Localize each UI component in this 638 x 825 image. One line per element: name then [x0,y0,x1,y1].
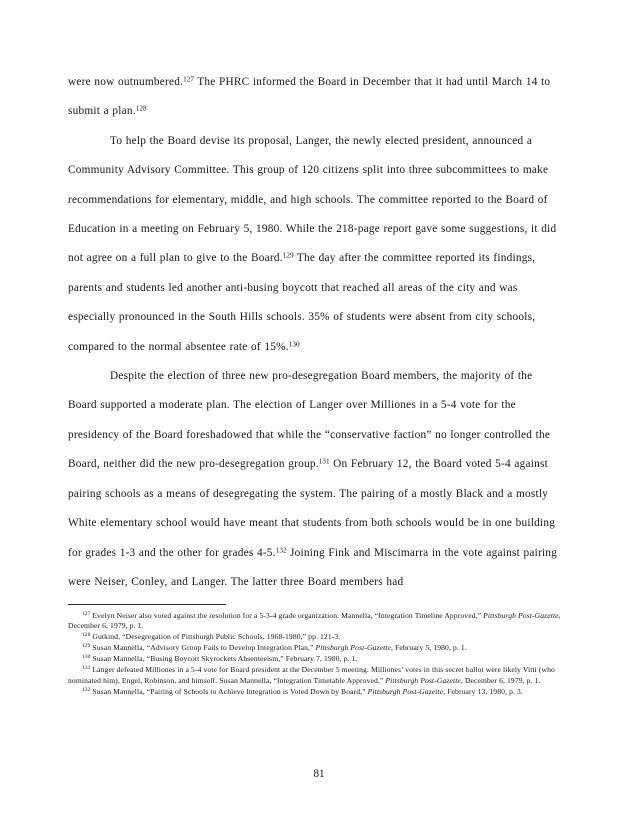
footnote-reference-marker: 127 [183,75,194,84]
footnote-number: 132 [82,686,91,693]
footnote-number: 127 [82,610,91,617]
footnote-number: 128 [82,632,91,639]
italic-title: Pittsburgh Post-Gazette [367,686,444,696]
body-paragraph-list [68,68,560,597]
footnote-number: 129 [82,643,91,650]
footnote-131: $^{131}$ Langer defeated Milliones in a 5-4 vote for Board president at the December 5 meeting. Milliones’ votes in this secret ballot were likely Vitti (who nominated him), Engel, Robinson, and himself. Susan Mannella, “Integration Timetable Approved,” Pittsburgh Post-Gazette, December 6, 1979, p. 1. [68,665,555,685]
footnote-list [68,611,568,697]
footnote-127: $^{127}$ Evelyn Neiser also voted against the resolution for a 5-3-4 grade organization. Mannella, “Integration Timeline Approved,” Pittsburgh Post-Gazette, December 6, 1979, p. 1. [68,610,561,631]
footnote-area [68,604,568,698]
footnote-132: $^{132}$ Susan Mannella, “Pairing of Schools to Achieve Integration is Voted Down by Board,” Pittsburgh Post-Gazette, February 13, 1980, p. 3. [82,686,523,696]
page-number: 81 [313,768,325,780]
italic-title: Pittsburgh Post-Gazette [315,643,392,653]
italic-title: Pittsburgh Post-Gazette [483,611,559,620]
footnote-128: $^{128}$ Gutkind, “Desegregation of Pittsburgh Public Schools, 1968-1980,” pp. 121-3. [82,632,341,642]
para-moderate-plan: Despite the election of three new pro-desegregation Board members, the majority of the Board supported a moderate plan. The election of Langer over Milliones in a 5-4 vote for the presidency of the Board foreshadowed that while the “conservative faction” no longer controlled the Board, neither did the new pro-desegregation group.$^{131}$ On February 12, the Board voted 5-4 against pairing schools as a means of desegregating the system. The pairing of a mostly Black and a mostly White elementary school would have meant that students from both schools would be in one building for grades 1-3 and the other for grades 4-5.$^{132}$ Joining Fink and Miscimarra in the vote against pairing were Neiser, Conley, and Langer. The latter three Board members had [68,370,558,588]
footnote-reference-marker: 130 [288,339,300,348]
para-advisory-committee: To help the Board devise its proposal, Langer, the newly elected president, announced a Community Advisory Committee. This group of 120 citizens split into three subcommittees to make recommendations for elementary, middle, and high schools. The committee reported to the Board of Education in a meeting on February 5, 1980. While the 218-page report gave some suggestions, it did not agree on a full plan to give to the Board.$^{129}$ The day after the committee reported its findings, parents and students led another anti-busing boycott that reached all areas of the city and was especially pronounced in the South Hills schools. 35% of students were absent from city schools, compared to the normal absentee rate of 15%.$^{130}$ [68,134,557,353]
para-continued: were now outnumbered.$^{127}$ The PHRC informed the Board in December that it had until March 14 to submit a plan.$^{128}$ [68,75,551,118]
footnote-reference-marker: 131 [318,457,330,466]
footnote-130: $^{130}$ Susan Mannella, “Busing Boycott Skyrockets Absenteeism,” February 7, 1980, p. 1. [82,654,358,664]
footnote-reference-marker: 129 [282,251,294,260]
footnote-number: 130 [82,654,91,661]
footnote-reference-marker: 132 [275,545,287,554]
footnote-separator-rule [68,604,226,605]
footnote-number: 131 [82,665,91,672]
page-body-text [68,68,560,597]
footnote-129: $^{129}$ Susan Mannella, “Advisory Group Fails to Develop Integration Plan,” Pittsburgh Post-Gazette, February 5, 1980, p. 1. [82,643,467,653]
italic-title: Pittsburgh Post-Gazette [385,675,461,685]
footnote-reference-marker: 128 [135,104,147,113]
